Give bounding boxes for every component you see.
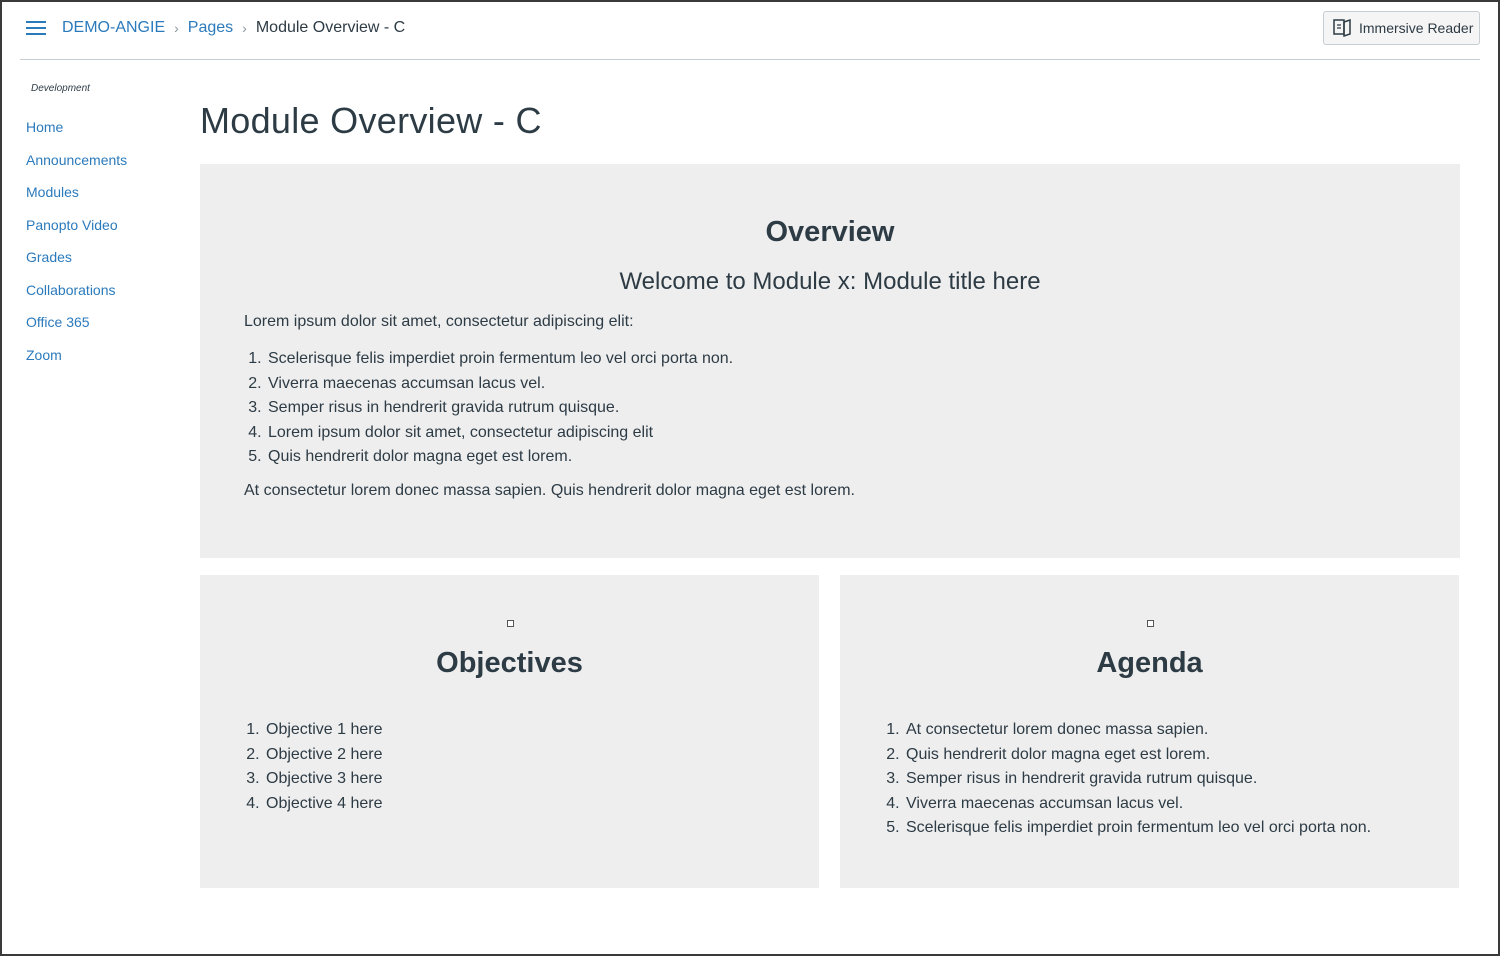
- course-sidebar: [20, 80, 190, 371]
- sidebar-item-label[interactable]: Panopto Video: [26, 216, 118, 233]
- breadcrumb-current: Module Overview - C: [255, 19, 406, 36]
- sidebar-item-label[interactable]: Zoom: [26, 346, 62, 363]
- sidebar-item-label[interactable]: Home: [26, 119, 64, 135]
- sidebar-item-label[interactable]: Office 365: [26, 314, 90, 330]
- immersive-reader-icon: [1333, 19, 1353, 37]
- sidebar-item-home[interactable]: [20, 111, 190, 144]
- list-item: 5. Quis hendrerit dolor magna eget est lorem.: [266, 445, 733, 470]
- page-title: Module Overview - C: [200, 100, 542, 141]
- chevron-right-icon: ›: [174, 20, 179, 36]
- list-item: 2. Quis hendrerit dolor magna eget est lorem.: [904, 743, 1371, 768]
- overview-intro: Lorem ipsum dolor sit amet, consectetur adipiscing elit:: [244, 313, 634, 330]
- agenda-heading: Agenda: [1096, 647, 1203, 679]
- list-item: 1. Scelerisque felis imperdiet proin fermentum leo vel orci porta non.: [266, 347, 733, 372]
- objectives-list: [264, 718, 383, 816]
- breadcrumb: [62, 17, 405, 39]
- sidebar-item-collaborations[interactable]: [20, 274, 190, 307]
- overview-list: [266, 347, 733, 470]
- list-item: 3. Semper risus in hendrerit gravida rutrum quisque.: [266, 396, 733, 421]
- list-item: 5. Scelerisque felis imperdiet proin fermentum leo vel orci porta non.: [904, 816, 1371, 841]
- objectives-panel: [200, 575, 819, 888]
- sidebar-item-zoom[interactable]: [20, 339, 190, 372]
- overview-outro: At consectetur lorem donec massa sapien. Quis hendrerit dolor magna eget est lorem.: [244, 482, 855, 499]
- immersive-reader-label: Immersive Reader: [1359, 20, 1474, 36]
- overview-panel: [200, 164, 1460, 558]
- broken-image-icon: [507, 620, 514, 627]
- overview-heading: Overview: [765, 216, 895, 248]
- sidebar-item-announcements[interactable]: [20, 144, 190, 177]
- broken-image-icon: [1147, 620, 1154, 627]
- sidebar-item-panopto-video[interactable]: [20, 209, 190, 242]
- hamburger-menu-icon[interactable]: [24, 18, 48, 38]
- list-item: 1. Objective 1 here: [264, 718, 383, 743]
- list-item: 3. Objective 3 here: [264, 767, 383, 792]
- agenda-panel: [840, 575, 1459, 888]
- course-nav: [20, 111, 190, 371]
- sidebar-item-label[interactable]: Grades: [26, 249, 72, 265]
- list-item: 1. At consectetur lorem donec massa sapien.: [904, 718, 1371, 743]
- agenda-list: [904, 718, 1371, 841]
- sidebar-item-label[interactable]: Collaborations: [26, 281, 116, 298]
- breadcrumb-pages-link[interactable]: Pages: [187, 19, 234, 36]
- immersive-reader-button[interactable]: [1323, 11, 1480, 45]
- list-item: 2. Viverra maecenas accumsan lacus vel.: [266, 372, 733, 397]
- sidebar-item-label[interactable]: Modules: [26, 184, 79, 200]
- list-item: 3. Semper risus in hendrerit gravida rutrum quisque.: [904, 767, 1371, 792]
- list-item: 4. Objective 4 here: [264, 792, 383, 817]
- list-item: 4. Lorem ipsum dolor sit amet, consectetur adipiscing elit: [266, 421, 733, 446]
- overview-subheading: Welcome to Module x: Module title here: [619, 268, 1041, 295]
- sidebar-item-label[interactable]: Announcements: [26, 151, 128, 168]
- breadcrumb-course-link[interactable]: DEMO-ANGIE: [62, 19, 166, 36]
- sidebar-item-modules[interactable]: [20, 176, 190, 209]
- chevron-right-icon: ›: [242, 20, 247, 36]
- sidebar-item-grades[interactable]: [20, 241, 190, 274]
- sidebar-item-office-365[interactable]: [20, 306, 190, 339]
- list-item: 2. Objective 2 here: [264, 743, 383, 768]
- list-item: 4. Viverra maecenas accumsan lacus vel.: [904, 792, 1371, 817]
- page-header: [20, 0, 1480, 60]
- course-term: Development: [31, 83, 90, 94]
- objectives-heading: Objectives: [436, 647, 583, 679]
